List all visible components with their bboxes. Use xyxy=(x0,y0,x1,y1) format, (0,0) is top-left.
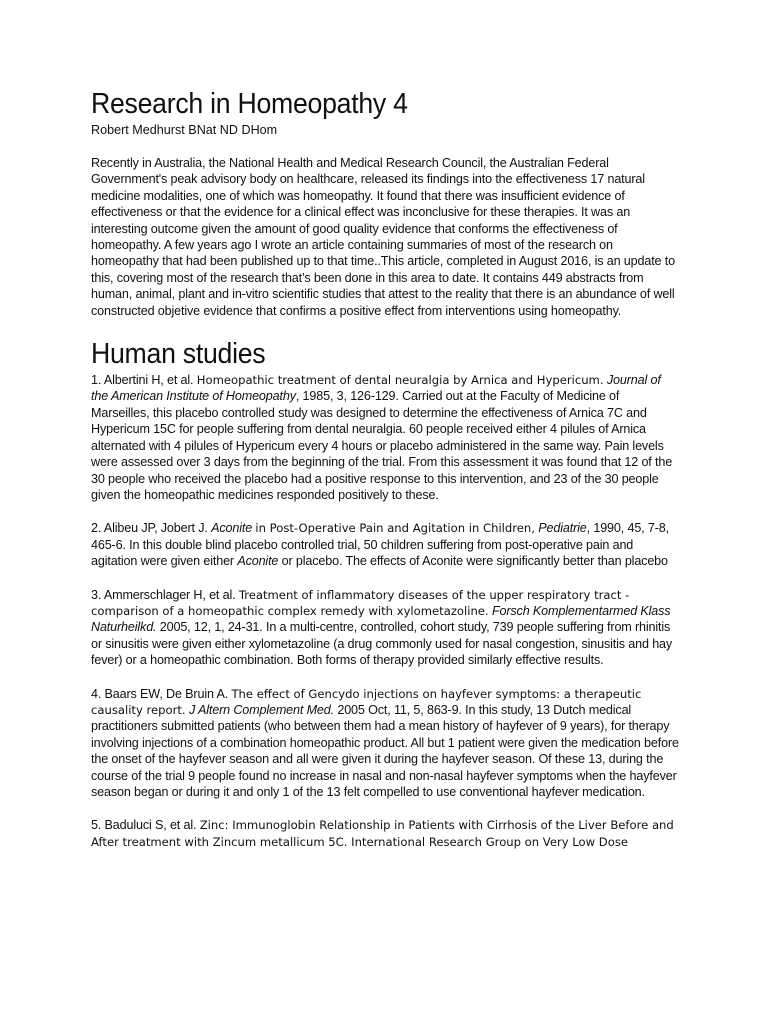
intro-paragraph: Recently in Australia, the National Health and Medical Research Council, the Australian Federal Government's peak advisory body on healthcare, released its findings into the effectiveness 17 natural medicine modalities, one of which was homeopathy. It found that there was insufficient evidence of effectiveness or that the evidence for a clinical effect was inconclusive for these therapies. It was an interesting outcome given the amount of good quality evidence that conforms the effectiveness of homeopathy. A few years ago I wrote an article containing summaries of most of the research on homeopathy that had been published up to that time..This article, completed in August 2016, is an update to this, covering most of the research that’s been done in this area to date. It contains 449 abstracts from human, animal, plant and in-vitro scientific studies that attest to the reality that there is an abundance of well constructed objetive evidence that confirms a positive effect from interventions using homeopathy. xyxy=(91,156,675,318)
study-journal: J Altern Complement Med. xyxy=(188,702,334,717)
study-citation: 2005, 12, 1, 24-31. xyxy=(156,620,263,635)
study-summary: or placebo. The effects of Aconite were significantly better than placebo xyxy=(281,554,668,569)
study-authors: 2. Alibeu JP, Jobert J. xyxy=(91,521,208,536)
study-journal: Pediatrie xyxy=(538,521,587,536)
study-citation: , 1985, 3, 126-129. xyxy=(295,389,399,404)
section-heading: Human studies xyxy=(91,338,266,371)
author-line: Robert Medhurst BNat ND DHom xyxy=(91,123,278,137)
study-entry xyxy=(91,686,681,801)
study-citation: 2005 Oct, 11, 5, 863-9. xyxy=(334,702,462,717)
study-authors: 4. Baars EW, De Bruin A. xyxy=(91,686,229,701)
document-page xyxy=(91,86,681,867)
study-summary: Carried out at the Faculty of Medicine of Marseilles, this placebo controlled study was designed to determine the effectiveness of Arnica 7C and Hypericum 15C for people suffering from dental neuralgia. 60 people received either 4 pilules of Arnica alternated with 4 pilules of Hypericum every 4 hours or placebo administered in the same way. Pain levels were assessed over 3 days from the beginning of the trial. From this assessment it was found that 12 of the 30 people who received the placebo had a positive response to this intervention, and 23 of the 30 people given the homeopathic medicines responded positively to these. xyxy=(91,389,673,502)
study-title: in Post-Operative Pain and Agitation in Children, xyxy=(255,521,535,536)
study-authors: 5. Baduluci S, et al. xyxy=(91,818,197,833)
study-authors: 1. Albertini H, et al. xyxy=(91,373,194,388)
document-title: Research in Homeopathy 4 xyxy=(91,88,408,120)
study-authors: 3. Ammerschlager H, et al. xyxy=(91,587,236,602)
study-title-italic: Aconite xyxy=(211,521,253,536)
study-title: Homeopathic treatment of dental neuralgia by Arnica and Hypericum. xyxy=(196,373,604,388)
study-summary-pre: In this double blind placebo controlled trial, 50 children suffering from post-operative pain and agitation were given either xyxy=(91,537,634,569)
study-citation: , 1990, 45, 7-8, 465-6. xyxy=(91,521,669,552)
study-summary: In a multi-centre, controlled, cohort study, 739 people suffering from rhinitis or sinusitis were given either xylometazoline (a drug commonly used for nasal congestion, sinusitis and hay fever) or a homeopathic combination. Both forms of therapy provided similarly effective results. xyxy=(91,620,673,668)
study-journal: Journal of the American Institute of Homeopathy xyxy=(91,373,661,404)
study-journal: Forsch Komplementarmed Klass Naturheilkd. xyxy=(91,603,671,635)
study-entry xyxy=(91,372,681,503)
study-entry xyxy=(91,587,681,669)
study-title: Treatment of inflammatory diseases of the upper respiratory tract - comparison of a homeopathic complex remedy with xylometazoline. xyxy=(91,587,630,618)
study-summary: In this study, 13 Dutch medical practitioners submitted patients (who between them had a mean history of hayfever of 9 years), for therapy involving injections of a combination homeopathic product. All but 1 patient were given the medication before the onset of the hayfever season and all were given it during the hayfever season. Of these 13, during the course of the trial 9 people found no increase in nasal and non-nasal hayfever symptoms when the hayfever season began or during it and only 1 of the 13 felt compelled to use conventional hayfever medication. xyxy=(91,702,679,799)
study-entry xyxy=(91,817,681,850)
study-title: The effect of Gencydo injections on hayfever symptoms: a therapeutic causality report. xyxy=(91,686,642,717)
study-entry xyxy=(91,520,681,569)
study-summary-italic: Aconite xyxy=(237,554,279,569)
study-title: Zinc: Immunoglobin Relationship in Patients with Cirrhosis of the Liver Before and After treatment with Zincum metallicum 5C. International Research Group on Very Low Dose xyxy=(91,818,674,849)
